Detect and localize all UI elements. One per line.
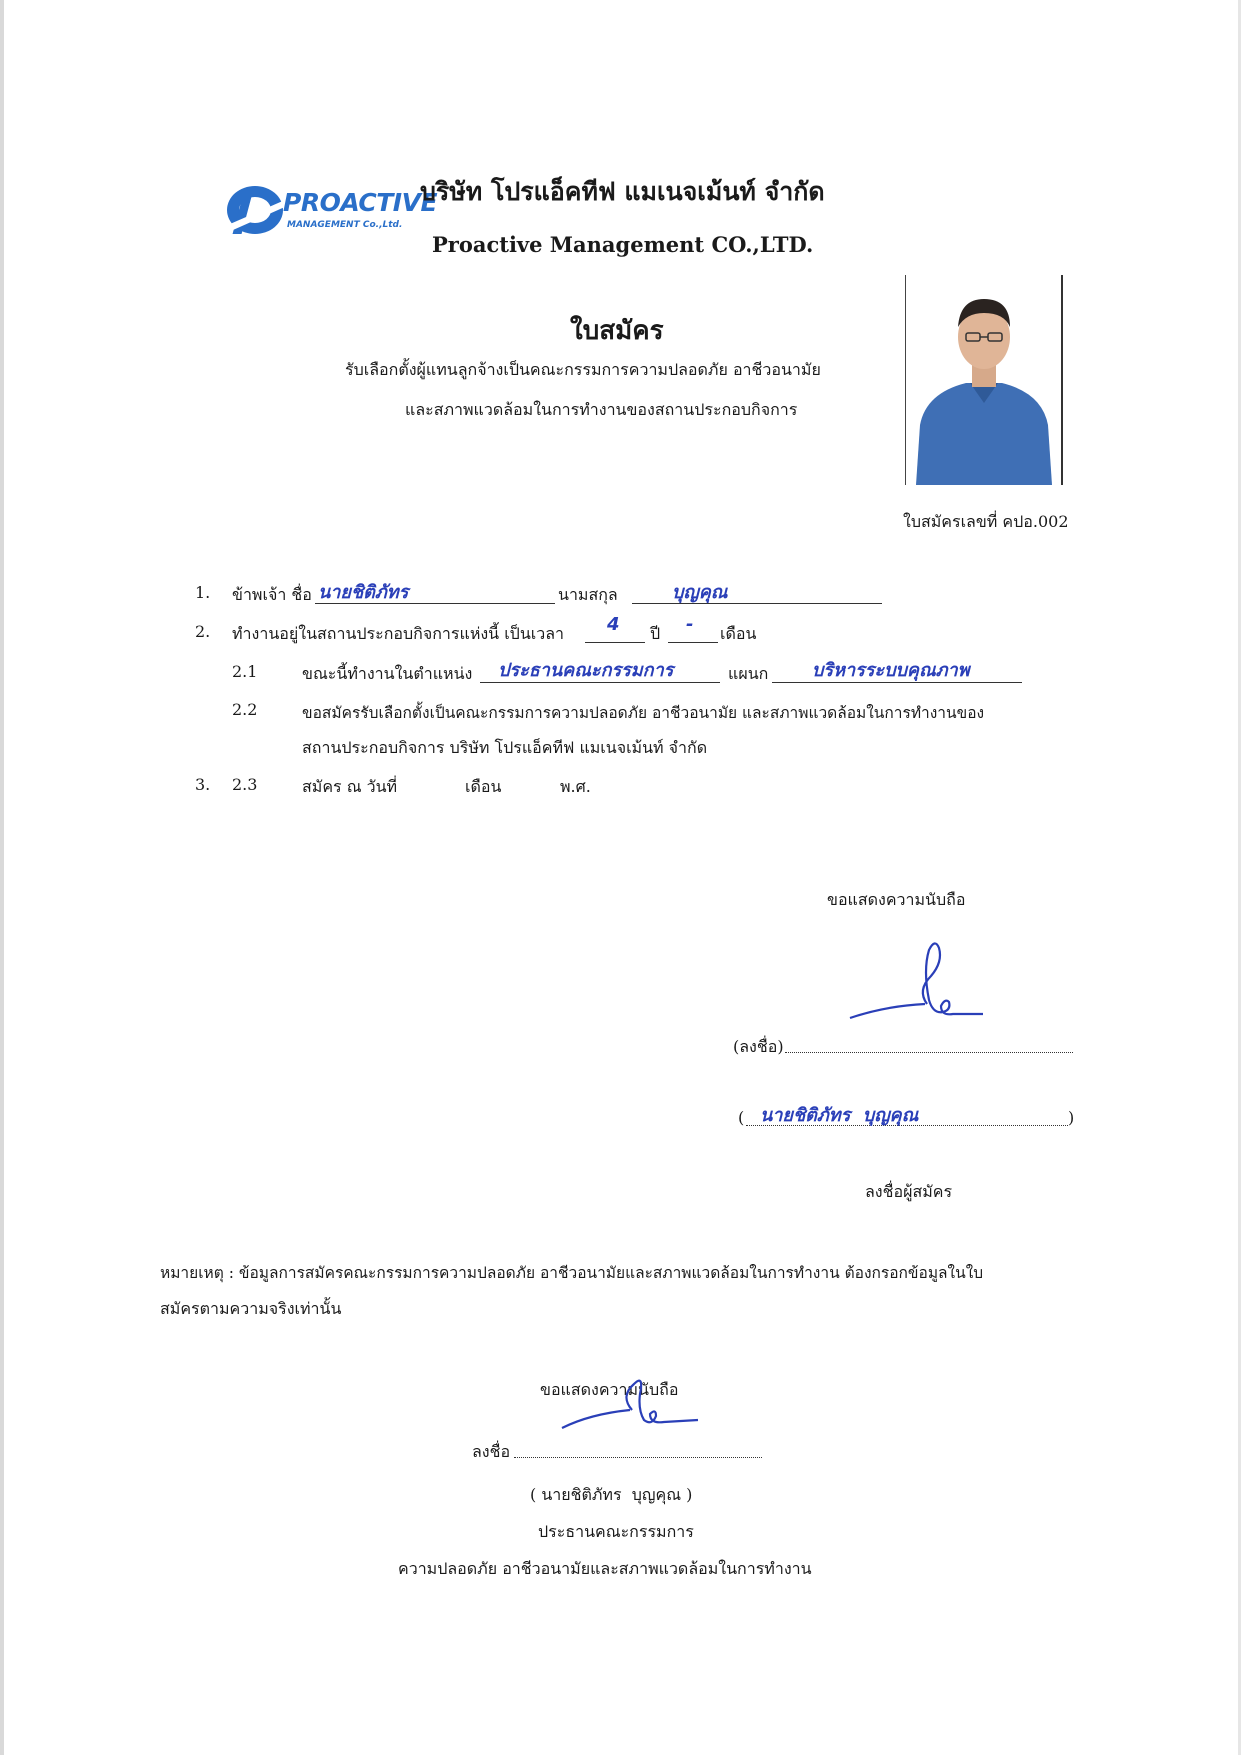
tenure-label: ทำงานอยู่ในสถานประกอบกิจการแห่งนี้ เป็นเวลา xyxy=(232,624,564,643)
months-value: - xyxy=(686,614,694,635)
applicant-signature-icon xyxy=(845,940,995,1040)
applicant-photo xyxy=(905,275,1063,485)
chair-name: ( นายชิติภัทร บุญคุณ ) xyxy=(530,1485,693,1504)
applicant-sign-caption: ลงชื่อผู้สมัคร xyxy=(865,1182,953,1201)
applicant-respect-closing: ขอแสดงความนับถือ xyxy=(827,890,966,909)
chair-title-line1: ประธานคณะกรรมการ xyxy=(538,1522,694,1541)
department-label: แผนก xyxy=(728,664,769,683)
item-number-3: 3. xyxy=(195,775,211,794)
scan-edge-left xyxy=(0,0,4,1755)
date-label: สมัคร ณ วันที่ xyxy=(302,777,398,796)
applicant-close-paren: ) xyxy=(1068,1108,1075,1127)
apply-text-line1: ขอสมัครรับเลือกตั้งเป็นคณะกรรมการความปลอดภัย อาชีวอนามัย และสภาพแวดล้อมในการทำงานของ xyxy=(302,704,985,722)
surname-underline xyxy=(632,603,882,604)
apply-text-line2: สถานประกอบกิจการ บริษัท โปรแอ็คทีฟ แมเนจเม้นท์ จำกัด xyxy=(302,738,708,757)
note-line1: หมายเหตุ : ข้อมูลการสมัครคณะกรรมการความปลอดภัย อาชีวอนามัยและสภาพแวดล้อมในการทำงาน ต้องกรอกข้อมูลในใบ xyxy=(160,1264,984,1282)
logo-text: PROACTIVE xyxy=(283,188,438,217)
logo-subtext: MANAGEMENT Co.,Ltd. xyxy=(287,220,403,230)
applicant-sign-line xyxy=(785,1052,1073,1053)
chair-sign-label: ลงชื่อ xyxy=(472,1442,511,1461)
date-year-label: พ.ศ. xyxy=(560,777,591,796)
item-number-2: 2. xyxy=(195,622,211,641)
position-value: ประธานคณะกรรมการ xyxy=(498,660,674,681)
person-photo-icon xyxy=(906,275,1061,485)
months-label: เดือน xyxy=(720,624,757,643)
applicant-sign-label: (ลงชื่อ) xyxy=(733,1037,784,1056)
department-value: บริหารระบบคุณภาพ xyxy=(812,660,970,681)
years-underline xyxy=(585,642,645,643)
chair-signature-icon xyxy=(560,1370,700,1440)
company-name-thai: บริษัท โปรแอ็คทีฟ แมเนจเม้นท์ จำกัด xyxy=(420,177,825,206)
note-line2: สมัครตามความจริงเท่านั้น xyxy=(160,1299,342,1318)
surname-value: บุญคุณ xyxy=(672,582,728,603)
item-number-2-2: 2.2 xyxy=(232,700,258,719)
chair-sign-line xyxy=(514,1457,762,1458)
position-label: ขณะนี้ทำงานในตำแหน่ง xyxy=(302,664,473,683)
form-number: ใบสมัครเลขที่ คปอ.002 xyxy=(903,512,1069,531)
chair-respect-closing: ขอแสดงความนับถือ xyxy=(540,1380,679,1399)
form-subtitle-line2: และสภาพแวดล้อมในการทำงานของสถานประกอบกิจการ xyxy=(405,400,798,419)
surname-label: นามสกุล xyxy=(558,585,618,604)
date-month-label: เดือน xyxy=(465,777,502,796)
form-title: ใบสมัคร xyxy=(570,316,664,346)
form-subtitle-line1: รับเลือกตั้งผู้แทนลูกจ้างเป็นคณะกรรมการความปลอดภัย อาชีวอนามัย xyxy=(345,360,821,379)
months-underline xyxy=(668,642,718,643)
applicant-open-paren: ( xyxy=(738,1108,745,1127)
company-logo xyxy=(225,180,438,240)
item-number-2-3: 2.3 xyxy=(232,775,258,794)
company-name-english: Proactive Management CO.,LTD. xyxy=(432,232,814,257)
years-value: 4 xyxy=(607,614,620,635)
name-label: ข้าพเจ้า ชื่อ xyxy=(232,585,312,604)
years-label: ปี xyxy=(650,624,661,643)
chair-title-line2: ความปลอดภัย อาชีวอนามัยและสภาพแวดล้อมในการทำงาน xyxy=(398,1559,812,1578)
item-number-1: 1. xyxy=(195,583,211,602)
name-value: นายชิติภัทร xyxy=(318,582,409,603)
applicant-name-written: นายชิติภัทร บุญคุณ xyxy=(760,1105,919,1126)
item-number-2-1: 2.1 xyxy=(232,662,258,681)
